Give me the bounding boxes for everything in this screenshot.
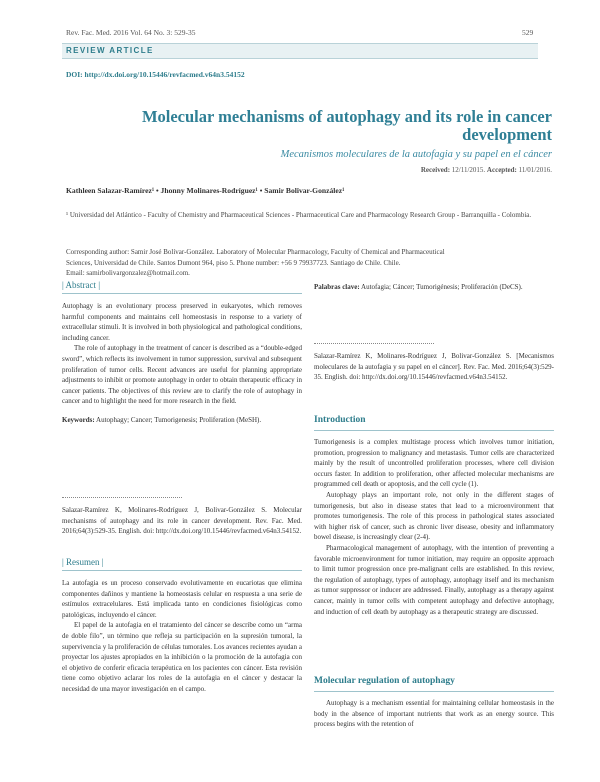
received-accepted-dates [421,166,552,174]
doi-link[interactable]: DOI: http://dx.doi.org/10.15446/revfacmed.v64n3.54152 [66,70,245,79]
introduction-paragraph: Pharmacological management of autophagy, with the intention of preventing a favorable microenvironment for tumor initiation, may require an opposite approach to limit tumor progression once pre-malignant cells are established. In this review, the regulation of autophagy, types of autophagy, autophagy itself and its mechanism as tumor suppressor or inducer are addressed. Finally, autophagy as a therapy against cancer, mainly in tumor cells with competent autophagy and defective autophagy, and induction of cell death by autophagy as a therapeutic strategy are discussed. [314,543,554,616]
introduction-body [314,437,554,617]
article-title: Molecular mechanisms of autophagy and its role in cancer development [141,107,552,144]
resumen-paragraph: El papel de la autofagia en el tratamiento del cáncer se describe como un “arma de doble filo”, un término que refleja su participación en la supresión tumoral, la supervivencia y la proliferación de células tumorales. Los avances recientes ayudan a proyectar los ajustes apropiados en la inhibición o la promoción de la autofagia con el objetivo de conferir eficacia terapéutica en los pacientes con cáncer. Esta revisión tiene como objetivo aclarar los roles de la autofagia en el cáncer y destacar la necesidad de una mayor investigación en el campo. [62,621,302,693]
author-list: Kathleen Salazar-Ramírez¹ • Jhonny Molinares-Rodríguez¹ • Samir Bolivar-González¹ [66,186,345,195]
dotted-separator [314,343,434,344]
resumen-paragraph: La autofagia es un proceso conservado evolutivamente en eucariotas que elimina componentes dañinos y mantiene la homeostasis celular en respuesta a una serie de estímulos extracelulares. Está implicada tanto en condiciones fisiológicas como patológicas, incluyendo el cáncer. [62,579,302,619]
abstract-heading: | Abstract | [62,280,101,290]
journal-reference: Rev. Fac. Med. 2016 Vol. 64 No. 3: 529-35 [66,28,196,37]
citation-spanish: Salazar-Ramírez K, Molinares-Rodríguez J, Bolivar-González S. [Mecanismos moleculares de la autofagia y su papel en el cáncer]. Rev. Fac. Med. 2016;64(3):529-35. English. doi: http://dx.doi.org/10.15446/revfacmed.v64n3.54152. [314,352,554,382]
corresponding-author [66,247,536,279]
corresponding-line: Sciences, Universidad de Chile. Santos Dumont 964, piso 5. Phone number: +56 9 79937723. Santiago de Chile. Chile. [66,258,401,267]
palabras-text: Autofagia; Cáncer; Tumorigénesis; Proliferación (DeCS). [359,283,523,291]
dotted-separator [62,497,182,498]
section-label: REVIEW ARTICLE [66,46,154,55]
molecular-regulation-heading: Molecular regulation of autophagy [314,676,455,686]
introduction-heading: Introduction [314,415,366,425]
palabras-clave [314,282,554,293]
molecular-regulation-body [314,698,554,730]
corresponding-line: Corresponding author: Samir José Bolívar-González. Laboratory of Molecular Pharmacology, Faculty of Chemical and Pharmaceutical [66,248,445,256]
article-subtitle: Mecanismos moleculares de la autofagia y su papel en el cáncer [280,149,552,160]
citation-english: Salazar-Ramírez K, Molinares-Rodríguez J, Bolivar-González S. Molecular mechanisms of autophagy and its role in cancer development. Rev. Fac. Med. 2016;64(3):529-35. English. doi: http://dx.doi.org/10.15446/revfacmed.v64n3.54152. [62,506,302,536]
introduction-paragraph: Autophagy plays an important role, not only in the different stages of tumorigenesis, but also in disease states that lead to a microenvironment that promotes tumorigenesis. The role of this process in pathological states associated with higher risk of cancer, such as chronic liver disease, obesity and inflammatory bowel disease, is increasingly clear (2-4). [314,490,554,542]
molecular-regulation-rule [314,691,554,692]
resumen-rule [62,570,302,571]
resumen-heading: | Resumen | [62,557,104,567]
accepted-label: Accepted: [486,166,517,174]
page-number: 529 [522,28,534,37]
palabras-label: Palabras clave: [314,283,360,291]
corresponding-email[interactable]: Email: samirbolivargonzalez@hotmail.com. [66,269,190,277]
accepted-date: 11/01/2016. [518,166,552,174]
abstract-rule [62,293,302,294]
keywords-label: Keywords: [62,415,95,424]
abstract-keywords [62,415,302,426]
abstract-body [62,301,302,426]
resumen-body [62,578,302,695]
introduction-rule [314,430,554,431]
introduction-paragraph: Tumorigenesis is a complex multistage process which involves tumor initiation, promotion, progression to malignancy and metastasis. Tumor cells are characterized mainly by the result of uncontrolled proliferation processes, where cell division occurs faster. In addition to proliferation, other affected molecular mechanisms are programmed cell death or apoptosis, and the cell cycle (1). [314,438,554,489]
received-label: Received: [420,166,451,174]
molecular-regulation-paragraph: Autophagy is a mechanism essential for maintaining cellular homeostasis in the body in the absence of important nutrients that work as an energy source. This process begins with the retention of [314,699,554,729]
received-date: 12/11/2015. [451,166,486,174]
abstract-paragraph: Autophagy is an evolutionary process preserved in eukaryotes, which removes harmful components and maintains cell homeostasis in response to a variety of extracellular stimuli. It is involved in both physiological and pathological conditions, including cancer. [62,302,302,342]
keywords-text: Autophagy; Cancer; Tumorigenesis; Proliferation (MeSH). [94,415,262,424]
abstract-paragraph: The role of autophagy in the treatment of cancer is described as a “double-edged sword”, which reflects its involvement in tumor suppression, survival and subsequent proliferation of tumor cells. Recent advances are useful for planning appropriate adjustments to inhibit or promote autophagy in order to obtain therapeutic efficacy in cancer patients. The objectives of this review are to clarify the role of autophagy in cancer and to highlight the need for more research in the field. [62,344,302,406]
affiliation: ¹ Universidad del Atlántico - Faculty of Chemistry and Pharmaceutical Sciences - Pharmaceutical Care and Pharmacology Research Group - Barranquilla - Colombia. [66,211,532,219]
